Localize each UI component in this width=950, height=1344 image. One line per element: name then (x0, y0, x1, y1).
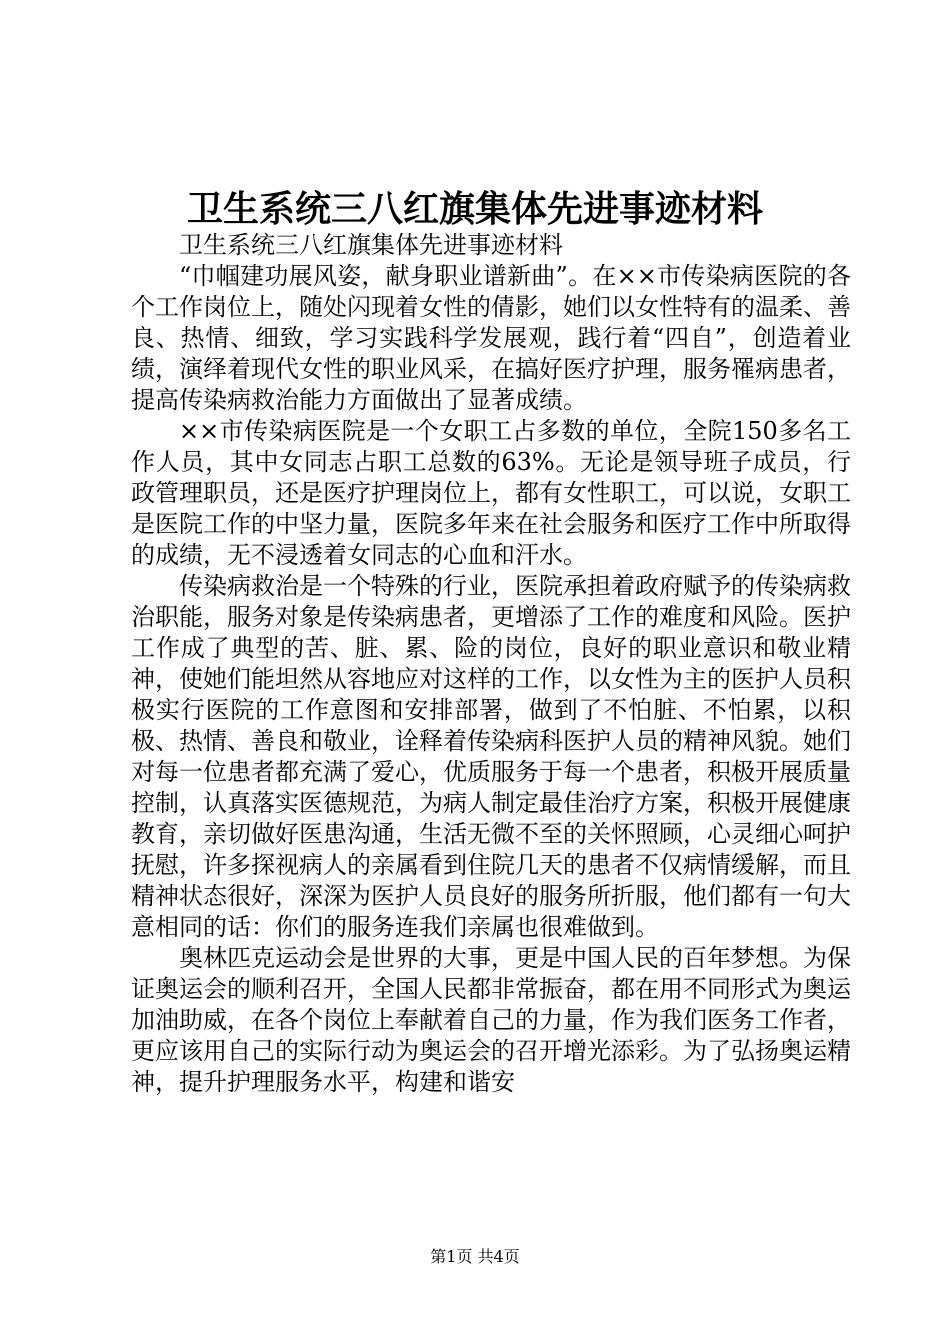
page-footer: 第1页 共4页 (430, 1247, 520, 1266)
body-paragraph: “巾帼建功展风姿，献身职业谱新曲”。在××市传染病医院的各个工作岗位上，随处闪现着女性的倩影，她们以女性特有的温柔、善良、热情、细致，学习实践科学发展观，践行着“四自”，创造着业绩，演绎着现代女性的职业风采，在搞好医疗护理，服务罹病患者，提高传染病救治能力方面做出了显著成绩。 (131, 262, 851, 414)
subtitle-paragraph: 卫生系统三八红旗集体先进事迹材料 (179, 231, 563, 259)
body-paragraph: 传染病救治是一个特殊的行业，医院承担着政府赋予的传染病救治职能，服务对象是传染病患者，更增添了工作的难度和风险。医护工作成了典型的苦、脏、累、险的岗位，良好的职业意识和敬业精神，使她们能坦然从容地应对这样的工作，以女性为主的医护人员积极实行医院的工作意图和安排部署，做到了不怕脏、不怕累，以积极、热情、善良和敬业，诠释着传染病科医护人员的精神风貌。她们对每一位患者都充满了爱心，优质服务于每一个患者，积极开展质量控制，认真落实医德规范，为病人制定最佳治疗方案，积极开展健康教育，亲切做好医患沟通，生活无微不至的关怀照顾，心灵细心呵护抚慰，许多探视病人的亲属看到住院几天的患者不仅病情缓解，而且精神状态很好，深深为医护人员良好的服务所折服，他们都有一句大意相同的话：你们的服务连我们亲属也很难做到。 (131, 572, 851, 941)
document-body (131, 230, 851, 1098)
document-title: 卫生系统三八红旗集体先进事迹材料 (186, 188, 763, 230)
body-paragraph: ××市传染病医院是一个女职工占多数的单位，全院150多名工作人员，其中女同志占职工总数的63%。无论是领导班子成员，行政管理职员，还是医疗护理岗位上，都有女性职工，可以说，女职工是医院工作的中坚力量，医院多年来在社会服务和医疗工作中所取得的成绩，无不浸透着女同志的心血和汗水。 (131, 417, 851, 569)
body-paragraph: 奥林匹克运动会是世界的大事，更是中国人民的百年梦想。为保证奥运会的顺利召开，全国人民都非常振奋，都在用不同形式为奥运加油助威，在各个岗位上奉献着自己的力量，作为我们医务工作者，更应该用自己的实际行动为奥运会的召开增光添彩。为了弘扬奥运精神，提升护理服务水平，构建和谐安 (131, 944, 851, 1096)
